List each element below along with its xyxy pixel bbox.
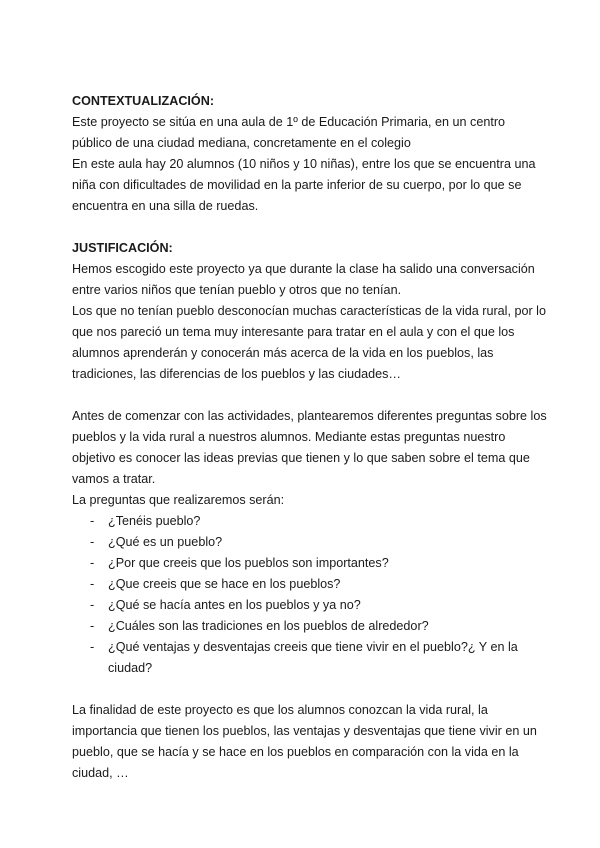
list-dash: - [90,640,95,654]
intro-line: Antes de comenzar con las actividades, plantearemos diferentes preguntas sobre los [72,409,547,423]
question-item [72,574,542,595]
context-line: En este aula hay 20 alumnos (10 niños y 10 niñas), entre los que se encuentra una [72,157,536,171]
purpose-line: La finalidad de este proyecto es que los alumnos conozcan la vida rural, la [72,703,488,717]
spacer [72,217,542,238]
list-dash: - [90,514,95,528]
question-item [72,511,542,532]
list-dash: - [90,619,95,633]
list-dash: - [90,556,95,570]
intro-line: objetivo es conocer las ideas previas que tienen y lo que saben sobre el tema que [72,451,530,465]
questions-list [72,511,542,679]
spacer [72,679,542,700]
intro-paragraph [72,406,547,511]
justification-paragraph [72,259,546,385]
purpose-line: importancia que tienen los pueblos, las ventajas y desventajas que tiene vivir en un [72,724,537,738]
justification-line: que nos pareció un tema muy interesante para tratar en el aula y con el que los [72,325,515,339]
question-text: ¿Qué se hacía antes en los pueblos y ya no? [108,598,361,612]
justification-line: tradiciones, las diferencias de los pueblos y las ciudades… [72,367,402,381]
context-line: encuentra en una silla de ruedas. [72,199,259,213]
justification-line: Hemos escogido este proyecto ya que durante la clase ha salido una conversación [72,262,535,276]
purpose-line: ciudad, … [72,766,129,780]
question-item [72,532,542,553]
justification-line: entre varios niños que tenían pueblo y otros que no tenían. [72,283,402,297]
list-dash: - [90,535,95,549]
purpose-line: pueblo, que se hacía y se hace en los pueblos en comparación con la vida en la [72,745,519,759]
justification-line: Los que no tenían pueblo desconocían muchas características de la vida rural, por lo [72,304,546,318]
justification-heading: JUSTIFICACIÓN: [72,241,173,255]
intro-line: pueblos y la vida rural a nuestros alumnos. Mediante estas preguntas nuestro [72,430,506,444]
context-line: Este proyecto se sitúa en una aula de 1º de Educación Primaria, en un centro [72,115,506,129]
question-continuation: ciudad? [108,661,153,675]
context-heading: CONTEXTUALIZACIÓN: [72,94,215,108]
question-item [72,595,542,616]
document-page [72,91,547,784]
context-line: público de una ciudad mediana, concretamente en el colegio [72,136,411,150]
question-item [72,637,542,658]
context-line: niña con dificultades de movilidad en la parte inferior de su cuerpo, por lo que se [72,178,522,192]
question-text: ¿Qué es un pueblo? [108,535,223,549]
purpose-paragraph [72,700,542,784]
spacer [72,385,542,406]
question-text: ¿Cuáles son las tradiciones en los pueblos de alrededor? [108,619,429,633]
question-item [72,553,542,574]
intro-line: vamos a tratar. [72,472,156,486]
question-item [72,616,542,637]
list-dash: - [90,577,95,591]
question-text: ¿Qué ventajas y desventajas creeis que tiene vivir en el pueblo?¿ Y en la [108,640,518,654]
list-dash: - [90,598,95,612]
question-text: ¿Tenéis pueblo? [108,514,201,528]
justification-line: alumnos aprenderán y conocerán más acerca de la vida en los pueblos, las [72,346,494,360]
question-text: ¿Que creeis que se hace en los pueblos? [108,577,341,591]
intro-line: La preguntas que realizaremos serán: [72,493,285,507]
question-text: ¿Por que creeis que los pueblos son importantes? [108,556,389,570]
context-paragraph [72,112,542,217]
